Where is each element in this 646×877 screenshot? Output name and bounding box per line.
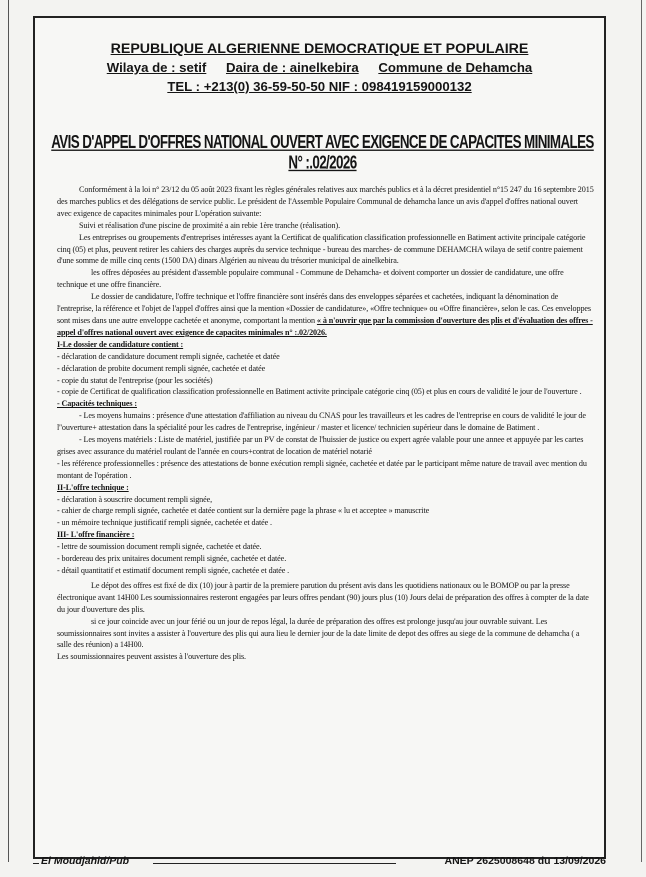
- location-line: [35, 59, 604, 77]
- list-item: - un mémoire technique justificatif rempli signée, cachetée et datée .: [57, 518, 272, 528]
- notice-frame: [33, 16, 606, 859]
- envelope-paragraph: [57, 291, 594, 339]
- list-item: - bordereau des prix unitaires document rempli signée, cachetée et datée.: [57, 554, 287, 564]
- contact-line: TEL : +213(0) 36-59-50-50 NIF : 098419159000132: [167, 79, 472, 94]
- notice-body: [57, 184, 594, 663]
- section-capacities-heading: - Capacités techniques :: [57, 399, 137, 409]
- publisher-label: El Moudjahid/Pub: [41, 855, 130, 867]
- list-item: - déclaration de probite document rempli signée, cachetée et datée: [57, 363, 266, 373]
- list-item: - Les moyens humains : présence d'une attestation d'affiliation au niveau du CNAS pour les travailleurs et les cadres de l'entreprise en cours de validité le jour de l''ouverture+ attestation dans la spécialité pour les cadres de l'entreprise, ingénieur / master et licence/ technicien supérieur dans le domaine de Batiment .: [57, 411, 586, 433]
- section-technical-heading: II-L'offre technique :: [57, 482, 129, 492]
- commune-label: Commune de Dehamcha: [378, 60, 533, 75]
- list-item: - copie du statut de l'entreprise (pour les sociétés): [57, 375, 213, 385]
- list-item: - les référence professionnelles : présence des attestations de bonne exécution rempli signée, cachetée et datée par le participant même nature de travail avec mention du montant de l'opération .: [57, 458, 587, 480]
- deadline-paragraph: Le dépot des offres est fixé de dix (10) jour à partir de la premiere parution du présent avis dans les quotidiens nationaux ou le BOMOP ou par la presse électronique avant 14H00 Les soumissionnaires resteront engagées par leurs offres pendant (90) jours plus (10) Jours delai de préparation des offres à compter de la date du jour d'ouverture des plis.: [57, 580, 589, 614]
- anep-reference: ANEP 2625008648 du 13/09/2026: [444, 855, 606, 867]
- list-item: - détail quantitatif et estimatif document rempli signée, cachetée et datée .: [57, 566, 290, 575]
- wilaya-label: Wilaya de : setif: [106, 60, 207, 75]
- footer-rule: [153, 863, 396, 864]
- operation-line: Suivi et réalisation d'une piscine de proximité a ain rebie 1ère tranche (réalisation).: [79, 220, 341, 230]
- section-candidature-heading: I-Le dossier de candidature contient :: [57, 339, 184, 349]
- page-edge-right: [641, 0, 642, 862]
- attendance-line: Les soumissionnaires peuvent assistes à l'ouverture des plis.: [57, 652, 246, 662]
- envelope-text: Le dossier de candidature, l'offre technique et l'offre financière sont insérés dans des enveloppes séparées et cachetées, indiquant la dénomination de l'entreprise, la référence et l'objet de l'appel d'offres ainsi que la mention «Dossier de candidature», «Offre technique» ou «Offre financière», selon le cas. Ces enveloppes sont mises dans une autre enveloppe cachetée et anonyme, comportant la mention: [57, 292, 591, 325]
- list-item: - déclaration à souscrire document rempli signée,: [57, 494, 213, 504]
- page-edge-left: [8, 0, 9, 862]
- list-item: - cahier de charge rempli signée, cachetée et datée contient sur la dernière page la phrase « lu et acceptee » manuscrite: [57, 506, 430, 516]
- envelope-mention: « à n'ouvrir que par la commission d'ouverture des plis et d'évaluation des offres - appel d'offres national ouvert avec exigence de capacites minimales n° :.02/2026.: [57, 315, 593, 337]
- holiday-paragraph: si ce jour coincide avec un jour férié ou un jour de repos légal, la durée de préparation des offres est prolonge jusqu'au jour ouvrable suivant. Les soumissionnaires sont invites a assister à l'ouverture des plis qui aura lieu le dernier jour de la date limite de depot des offres au siege de la commune de dehamcha ( a salle des réunion) a 14H00.: [57, 616, 580, 650]
- daira-label: Daira de : ainelkebira: [225, 60, 359, 75]
- publication-footer: [33, 855, 606, 871]
- section-financial-heading: III- L'offre financière :: [57, 530, 135, 540]
- eligibility-paragraph: Les entreprises ou groupements d'entreprises intéresses ayant la Certificat de qualification classification professionnelle en Batiment activite principale catégorie cinq (05) et plus, peuvent retirer les cahiers des charges auprès du service technique - bureau des marches- de commune DEHAMCHA wilaya de setif contre paiement d'une somme de mille cinq cents (1500 DA) dinars Algérien au niveau du trésorier municipal de ainelkebira.: [57, 232, 586, 266]
- list-item: - lettre de soumission document rempli signée, cachetée et datée.: [57, 542, 262, 552]
- submission-paragraph: les offres déposées au président d'assemble populaire communal - Commune de Dehamcha- et doivent comporter un dossier de candidature, une offre technique et une offre financière.: [57, 268, 564, 290]
- notice-title: AVIS D'APPEL D'OFFRES NATIONAL OUVERT AVEC EXIGENCE DE CAPACITES MINIMALES N° :.02/2026: [51, 132, 594, 173]
- notice-header: [35, 40, 604, 97]
- intro-paragraph: Conformément à la loi n° 23/12 du 05 août 2023 fixant les règles générales relatives aux marchés publics et à la décret presidentiel n°15 247 du 16 septembre 2015 des marches publics et des délégations de service public. Le président de l'Assemble Populaire Communal de dehamcha lance un avis d'appel d'offres national ouvert avec exigence de capacites minimales pour L'opération suivante:: [57, 185, 594, 218]
- republic-title: REPUBLIQUE ALGERIENNE DEMOCRATIQUE ET POPULAIRE: [110, 41, 529, 57]
- list-item: - déclaration de candidature document rempli signée, cachetée et datée: [57, 351, 280, 361]
- footer-rule-start: [33, 863, 39, 864]
- list-item: - copie de Certificat de qualification classification professionnelle en Batiment activite principale catégorie cinq (05) et plus en cours de validité le jour de l'ouverture .: [57, 387, 582, 397]
- list-item: - Les moyens matériels : Liste de matériel, justifiée par un PV de constat de l'huissier de justice ou expert agrée valable pour une annee et appuyée par les cartes grises avec assurance du matériel roulant de l'année en cours+contrat de location de matériel notarié: [57, 435, 584, 456]
